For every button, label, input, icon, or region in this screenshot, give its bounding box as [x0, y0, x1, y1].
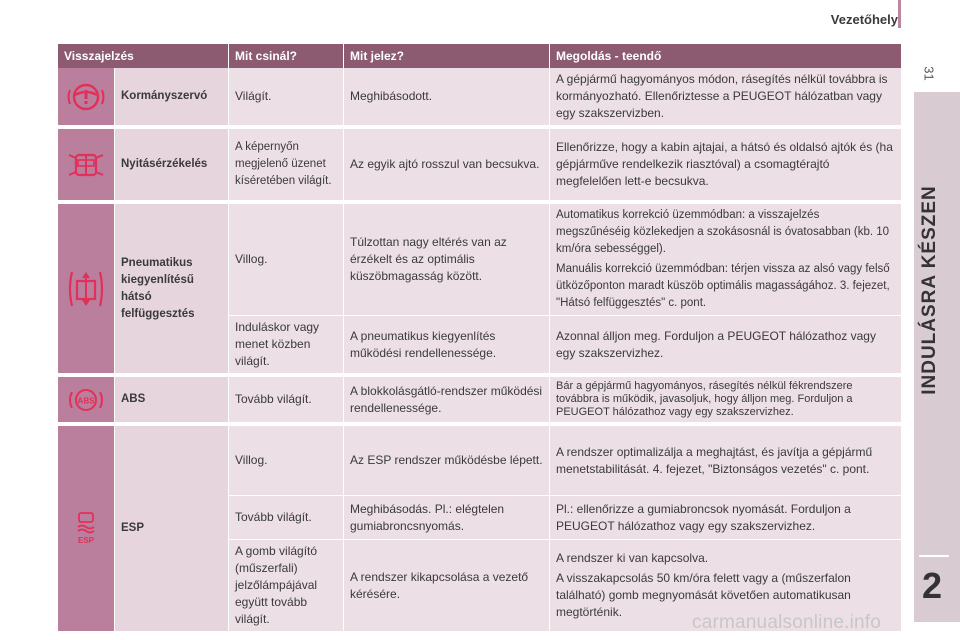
indicator-name: Nyitásérzékelés — [115, 129, 229, 201]
action-cell: Tovább világít. — [229, 377, 344, 423]
svg-text:ESP: ESP — [77, 535, 95, 545]
solution-cell: Azonnal álljon meg. Forduljon a PEUGEOT hálózathoz vagy egy szakszervizhez. — [550, 316, 902, 374]
solution-status: A rendszer ki van kapcsolva. — [556, 551, 709, 565]
col-header-meaning: Mit jelez? — [344, 44, 550, 68]
watermark: carmanualsonline.info — [692, 612, 882, 633]
action-cell: Világít. — [229, 68, 344, 126]
indicator-icon-cell — [58, 426, 115, 632]
indicator-name: ESP — [115, 426, 229, 632]
chapter-divider — [919, 555, 949, 557]
solution-cell — [550, 204, 902, 316]
table-row — [58, 129, 902, 201]
page-number: 31 — [921, 66, 937, 81]
solution-auto: Automatikus korrekció üzemmódban: a visszajelzés megszűnéséig közlekedjen a szokásosnál is óvatosabban (kb. 10 km/óra sebességgel). — [556, 209, 890, 255]
solution-cell: Bár a gépjármű hagyományos, rásegítés nélkül fékrendszere továbbra is működik, javasoljuk, hogy álljon meg. Forduljon a PEUGEOT hálózathoz vagy egy szakszervizhez. — [550, 377, 902, 423]
indicator-icon-cell — [58, 204, 115, 374]
door-open-icon — [66, 149, 106, 181]
action-cell: Villog. — [229, 204, 344, 316]
esp-icon — [66, 509, 106, 549]
action-cell: Tovább világít. — [229, 496, 344, 540]
chapter-number: 2 — [922, 565, 943, 606]
solution-cell: Ellenőrizze, hogy a kabin ajtajai, a hátsó és oldalsó ajtók és (ha gépjárműve rendelkezik riasztóval) a csomagtérajtó megfelelően lett-e becsukva. — [550, 129, 902, 201]
solution-reactivation: A visszakapcsolás 50 km/óra felett vagy a (műszerfalon található) gomb megnyomását követően automatikusan megtörténik. — [556, 571, 851, 619]
table-header-row — [58, 44, 902, 68]
col-header-solution: Megoldás - teendő — [550, 44, 902, 68]
table-row — [58, 426, 902, 496]
col-header-action: Mit csinál? — [229, 44, 344, 68]
abs-icon — [66, 386, 106, 414]
action-cell: A gomb világító (műszerfali) jelzőlámpájával együtt tovább világít. — [229, 540, 344, 632]
suspension-icon — [66, 268, 106, 310]
table-row — [58, 68, 902, 126]
solution-cell: Pl.: ellenőrizze a gumiabroncsok nyomását. Forduljon a PEUGEOT hálózathoz vagy egy szakszervizhez. — [550, 496, 902, 540]
header-divider — [898, 0, 901, 28]
meaning-cell: Az ESP rendszer működésbe lépett. — [344, 426, 550, 496]
solution-cell: A gépjármű hagyományos módon, rásegítés nélkül továbbra is kormányozható. Ellenőriztesse a PEUGEOT hálózatban vagy egy szakszervizben. — [550, 68, 902, 126]
table-row — [58, 204, 902, 316]
steering-warning-icon — [66, 81, 106, 113]
indicator-name: Kormányszervó — [115, 68, 229, 126]
meaning-cell: Az egyik ajtó rosszul van becsukva. — [344, 129, 550, 201]
indicator-name: Pneumatikus kiegyenlítésű hátsó felfüggesztés — [115, 204, 229, 374]
action-cell: Villog. — [229, 426, 344, 496]
section-title: Vezetőhely — [830, 12, 898, 27]
solution-manual: Manuális korrekció üzemmódban: térjen vissza az alsó vagy felső ütközőponton maradt küszöb optimális magasságához. 3. fejezet, "Hátsó felfüggesztés" c. pont. — [556, 263, 890, 309]
warning-lights-table — [58, 44, 902, 632]
indicator-name: ABS — [115, 377, 229, 423]
table-row — [58, 377, 902, 423]
indicator-icon-cell — [58, 129, 115, 201]
meaning-cell: Meghibásodás. Pl.: elégtelen gumiabroncsnyomás. — [344, 496, 550, 540]
indicator-icon-cell — [58, 377, 115, 423]
action-cell: Induláskor vagy menet közben világít. — [229, 316, 344, 374]
action-cell: A képernyőn megjelenő üzenet kíséretében világít. — [229, 129, 344, 201]
meaning-cell: Meghibásodott. — [344, 68, 550, 126]
solution-cell: A rendszer optimalizálja a meghajtást, és javítja a gépjármű menetstabilitását. 4. fejezet, "Biztonságos vezetés" c. pont. — [550, 426, 902, 496]
meaning-cell: A pneumatikus kiegyenlítés működési rendellenessége. — [344, 316, 550, 374]
meaning-cell: A blokkolásgátló-rendszer működési rendellenessége. — [344, 377, 550, 423]
col-header-indicator: Visszajelzés — [58, 44, 229, 68]
chapter-label: INDULÁSRA KÉSZEN — [919, 185, 940, 395]
svg-text:ABS: ABS — [77, 396, 95, 405]
meaning-cell: A rendszer kikapcsolása a vezető kérésére. — [344, 540, 550, 632]
meaning-cell: Túlzottan nagy eltérés van az érzékelt és az optimális küszöbmagasság között. — [344, 204, 550, 316]
indicator-icon-cell — [58, 68, 115, 126]
